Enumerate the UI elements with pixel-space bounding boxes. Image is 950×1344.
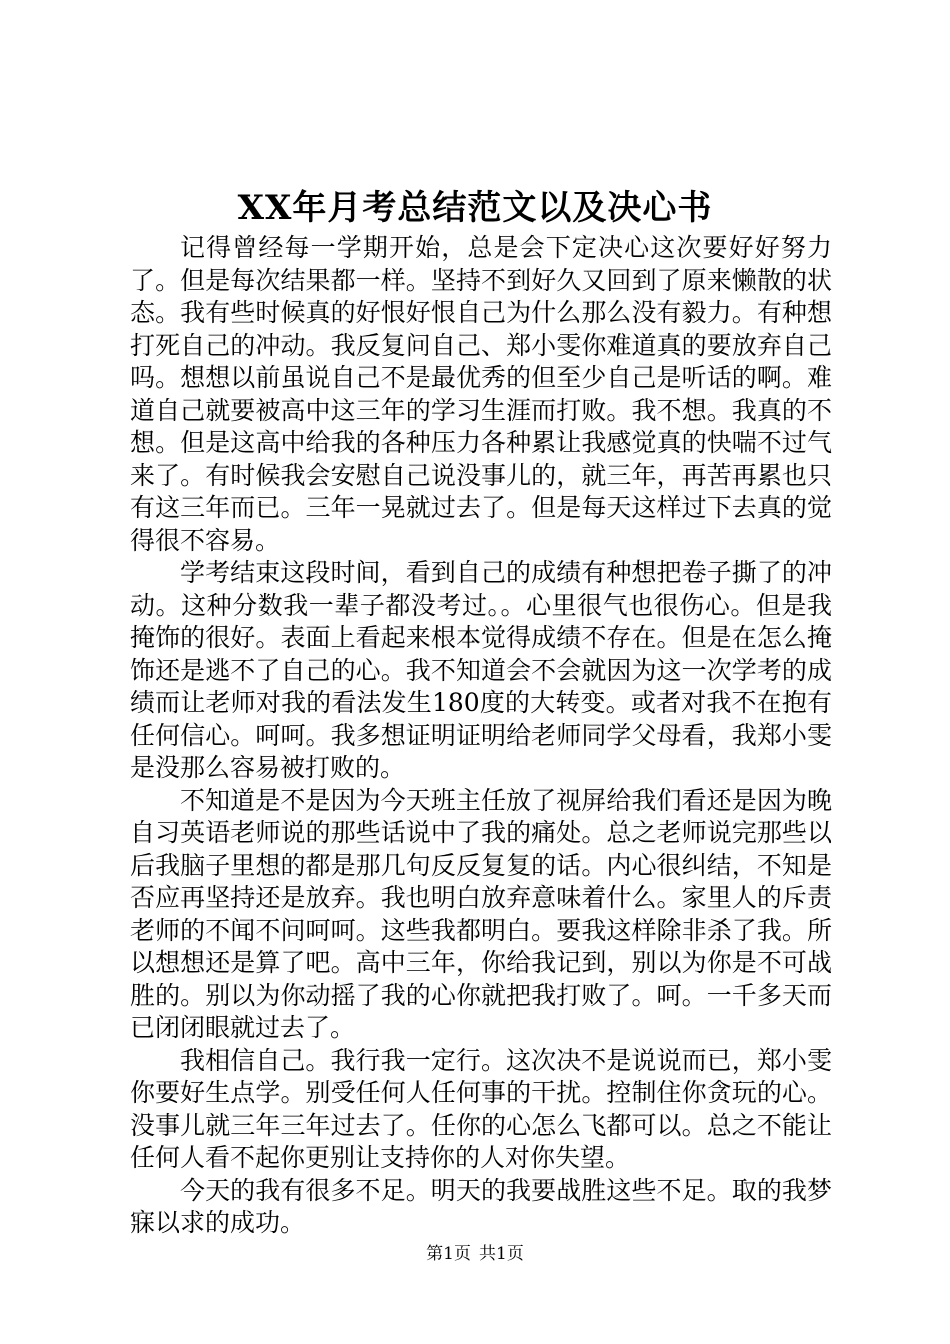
paragraph-5: 今天的我有很多不足。明天的我要战胜这些不足。取的我梦寐以求的成功。 (130, 1175, 832, 1237)
paragraph-2: 学考结束这段时间，看到自己的成绩有种想把卷子撕了的冲动。这种分数我一辈子都没考过。。心里很气也很伤心。但是我掩饰的很好。表面上看起来根本觉得成绩不存在。但是在怎么掩饰还是逃不了自己的心。我不知道会不会就因为这一次学考的成绩而让老师对我的看法发生180度的大转变。或者对我不在抱有任何信心。呵呵。我多想证明证明给老师同学父母看，我郑小雯是没那么容易被打败的。 (130, 558, 832, 782)
document-body (130, 232, 832, 1240)
page-total: 共1页 (479, 1244, 524, 1264)
paragraph-1: 记得曾经每一学期开始，总是会下定决心这次要好好努力了。但是每次结果都一样。坚持不到好久又回到了原来懒散的状态。我有些时候真的好恨好恨自己为什么那么没有毅力。有种想打死自己的冲动。我反复问自己、郑小雯你难道真的要放弃自己吗。想想以前虽说自己不是最优秀的但至少自己是听话的啊。难道自己就要被高中这三年的学习生涯而打败。我不想。我真的不想。但是这高中给我的各种压力各种累让我感觉真的快喘不过气来了。有时候我会安慰自己说没事儿的，就三年，再苦再累也只有这三年而已。三年一晃就过去了。但是每天这样过下去真的觉得很不容易。 (130, 233, 832, 555)
page-footer (0, 1242, 950, 1266)
paragraph-3: 不知道是不是因为今天班主任放了视屏给我们看还是因为晚自习英语老师说的那些话说中了我的痛处。总之老师说完那些以后我脑子里想的都是那几句反反复复的话。内心很纠结，不知是否应再坚持还是放弃。我也明白放弃意味着什么。家里人的斥责老师的不闻不问呵呵。这些我都明白。要我这样除非杀了我。所以想想还是算了吧。高中三年，你给我记到，别以为你是不可战胜的。别以为你动摇了我的心你就把我打败了。呵。一千多天而已闭闭眼就过去了。 (130, 785, 832, 1042)
page-number: 第1页 (426, 1244, 471, 1264)
paragraph-4: 我相信自己。我行我一定行。这次决不是说说而已，郑小雯你要好生点学。别受任何人任何事的干扰。控制住你贪玩的心。没事儿就三年三年过去了。任你的心怎么飞都可以。总之不能让任何人看不起你更别让支持你的人对你失望。 (130, 1045, 832, 1172)
document-title: XX年月考总结范文以及决心书 (237, 188, 713, 228)
